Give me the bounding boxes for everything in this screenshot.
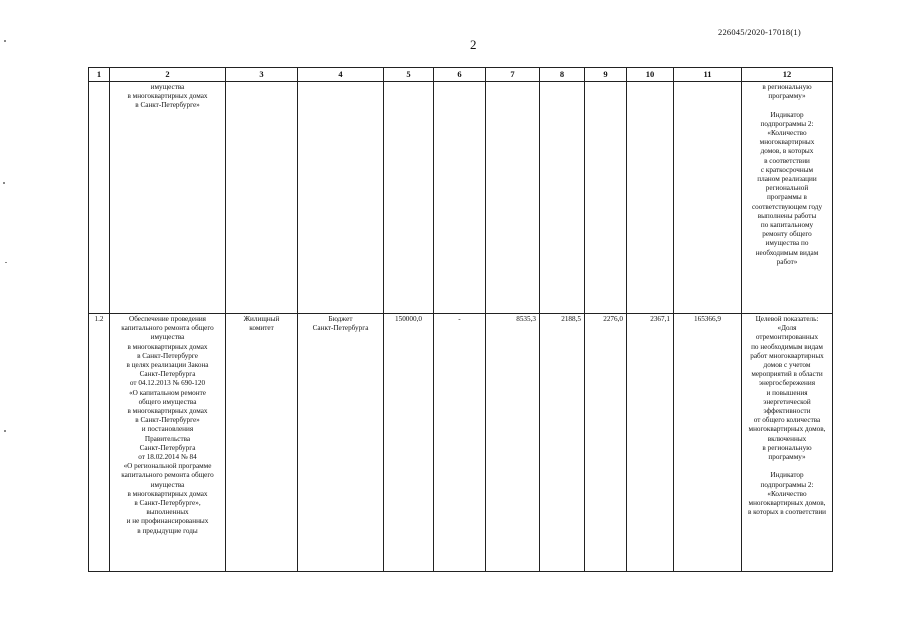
column-header: 6 (434, 68, 486, 82)
executor: Жилищный комитет (243, 315, 280, 333)
value-col5: 150000,0 (395, 315, 422, 323)
column-header: 11 (674, 68, 742, 82)
column-header: 1 (89, 68, 110, 82)
row-number: 1.2 (94, 315, 104, 323)
scan-mark (5, 262, 7, 263)
value-col10: 2367,1 (650, 315, 670, 323)
table-header-row (89, 68, 833, 82)
funding-source: Бюджет Санкт-Петербурга (312, 315, 369, 333)
column-header: 9 (585, 68, 627, 82)
value-col8: 2188,5 (561, 315, 581, 323)
scan-mark (4, 430, 6, 432)
document-id: 226045/2020-17018(1) (718, 27, 801, 37)
measure-description-continued: имущества в многоквартирных домах в Санкт-Петербурге» (127, 83, 208, 110)
column-header: 4 (298, 68, 384, 82)
column-header: 7 (486, 68, 540, 82)
table-row (89, 314, 833, 572)
measure-description: Обеспечение проведения капитального ремонта общего имущества в многоквартирных домах в Санкт-Петербурге в целях реализации Закона Санкт-Петербурга от 04.12.2013 № 690-120 «О капитальном ремонте общего имущества в многоквартирных домах в Санкт-Петербурге» и постановления Правительства Санкт-Петербурга от 18.02.2014 № 84 «О региональной программе капитального ремонта общего имущества в многоквартирных домах в Санкт-Петербурге», выполненных и не профинансированных в предыдущие годы (121, 315, 214, 535)
value-col6: - (458, 315, 461, 323)
column-header: 2 (110, 68, 226, 82)
page-number: 2 (470, 37, 477, 52)
value-col11: 165366,9 (694, 315, 721, 323)
budget-table (88, 67, 833, 572)
table-row-continued (89, 82, 833, 314)
value-col7: 8535,3 (516, 315, 536, 323)
column-header: 10 (627, 68, 674, 82)
column-header: 12 (742, 68, 833, 82)
column-header: 8 (540, 68, 585, 82)
scan-mark (3, 182, 5, 184)
column-header: 3 (226, 68, 298, 82)
value-col9: 2276,0 (603, 315, 623, 323)
scan-mark (4, 40, 6, 42)
indicator-text-continued: в региональную программу» Индикатор подпрограммы 2: «Количество многоквартирных домов, в которых в соответствии с краткосрочным планом реализации региональной программы в соответствующем году выполнены работы по капитальному ремонту общего имущества по необходимым видам работ» (751, 83, 823, 266)
target-indicator-text: Целевой показатель: «Доля отремонтированных по необходимым видам работ многоквартирных домов с учетом мероприятий в области энергосбережения и повышения энергетической эффективности от общего количества многоквартирных домов, включенных в региональную программу» Индикатор подпрограммы 2: «Количество многоквартирных домов, в которых в соответствии (747, 315, 827, 517)
column-header: 5 (384, 68, 434, 82)
